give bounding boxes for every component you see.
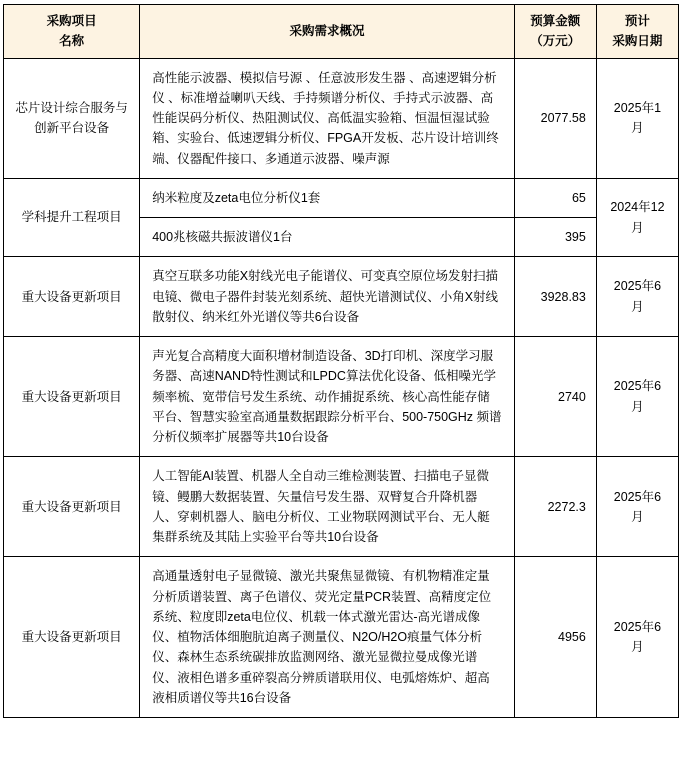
table-row xyxy=(4,178,679,217)
table-row xyxy=(4,58,679,178)
cell-date: 2025年1 月 xyxy=(596,58,678,178)
cell-date: 2025年6 月 xyxy=(596,557,678,718)
cell-amount: 3928.83 xyxy=(514,257,596,337)
cell-project-name: 重大设备更新项目 xyxy=(4,337,140,457)
cell-project-name: 重大设备更新项目 xyxy=(4,457,140,557)
table-row xyxy=(4,457,679,557)
cell-requirement: 高性能示波器、模拟信号源 、任意波形发生器 、高速逻辑分析仪 、标准增益喇叭天线、手持频谱分析仪、手持式示波器、高性能误码分析仪、热阻测试仪、高低温实验箱、恒温恒湿试验箱、实验台、低速逻辑分析仪、FPGA开发板、芯片设计培训终端、仪器配件接口、多通道示波器、噪声源 xyxy=(140,58,515,178)
cell-project-name: 学科提升工程项目 xyxy=(4,178,140,257)
cell-amount: 2077.58 xyxy=(514,58,596,178)
cell-amount: 395 xyxy=(514,218,596,257)
header-project-name: 采购项目 名称 xyxy=(4,5,140,59)
cell-date: 2025年6 月 xyxy=(596,257,678,337)
table-row xyxy=(4,337,679,457)
cell-requirement: 人工智能AI装置、机器人全自动三维检测装置、扫描电子显微镜、鳗鹏大数据装置、矢量信号发生器、双臂复合升降机器人、穿刺机器人、脑电分析仪、工业物联网测试平台、无人艇集群系统及其陆上实验平台等共10台设备 xyxy=(140,457,515,557)
header-expected-date: 预计 采购日期 xyxy=(596,5,678,59)
cell-amount: 65 xyxy=(514,178,596,217)
cell-amount: 2272.3 xyxy=(514,457,596,557)
cell-date: 2025年6 月 xyxy=(596,457,678,557)
table-row xyxy=(4,257,679,337)
table-header xyxy=(4,5,679,59)
header-budget-amount: 预算金额 （万元） xyxy=(514,5,596,59)
cell-amount: 4956 xyxy=(514,557,596,718)
table-row xyxy=(4,557,679,718)
header-row xyxy=(4,5,679,59)
cell-requirement: 真空互联多功能X射线光电子能谱仪、可变真空原位场发射扫描电镜、微电子器件封装光刻系统、超快光谱测试仪、小角X射线散射仪、纳米红外光谱仪等共6台设备 xyxy=(140,257,515,337)
cell-project-name: 芯片设计综合服务与创新平台设备 xyxy=(4,58,140,178)
cell-project-name: 重大设备更新项目 xyxy=(4,257,140,337)
cell-requirement: 高通量透射电子显微镜、激光共聚焦显微镜、有机物精准定量分析质谱装置、离子色谱仪、荧光定量PCR装置、高精度定位系统、粒度即zeta电位仪、机载一体式激光雷达-高光谱成像仪、植物活体细胞肮迫离子测量仪、N2O/H2O痕量气体分析仪、森林生态系统碳排放监测网络、激光显微拉曼成像光谱仪、液相色谱多重碎裂高分辨质谱联用仪、电弧熔炼炉、超高液相质谱仪等共16台设备 xyxy=(140,557,515,718)
cell-project-name: 重大设备更新项目 xyxy=(4,557,140,718)
cell-requirement: 400兆核磁共振波谱仪1台 xyxy=(140,218,515,257)
cell-requirement: 声光复合高精度大面积增材制造设备、3D打印机、深度学习服务器、高速NAND特性测试和LPDC算法优化设备、低相噪光学频率梳、宽带信号发生系统、动作捕捉系统、核心高性能存储平台、智慧实验室高通量数据跟踪分析平台、500-750GHz 频谱分析仪频率扩展器等共10台设备 xyxy=(140,337,515,457)
cell-amount: 2740 xyxy=(514,337,596,457)
header-requirement-overview: 采购需求概况 xyxy=(140,5,515,59)
cell-requirement: 纳米粒度及zeta电位分析仪1套 xyxy=(140,178,515,217)
cell-date: 2025年6 月 xyxy=(596,337,678,457)
procurement-table xyxy=(3,4,679,718)
table-body xyxy=(4,58,679,718)
cell-date: 2024年12 月 xyxy=(596,178,678,257)
